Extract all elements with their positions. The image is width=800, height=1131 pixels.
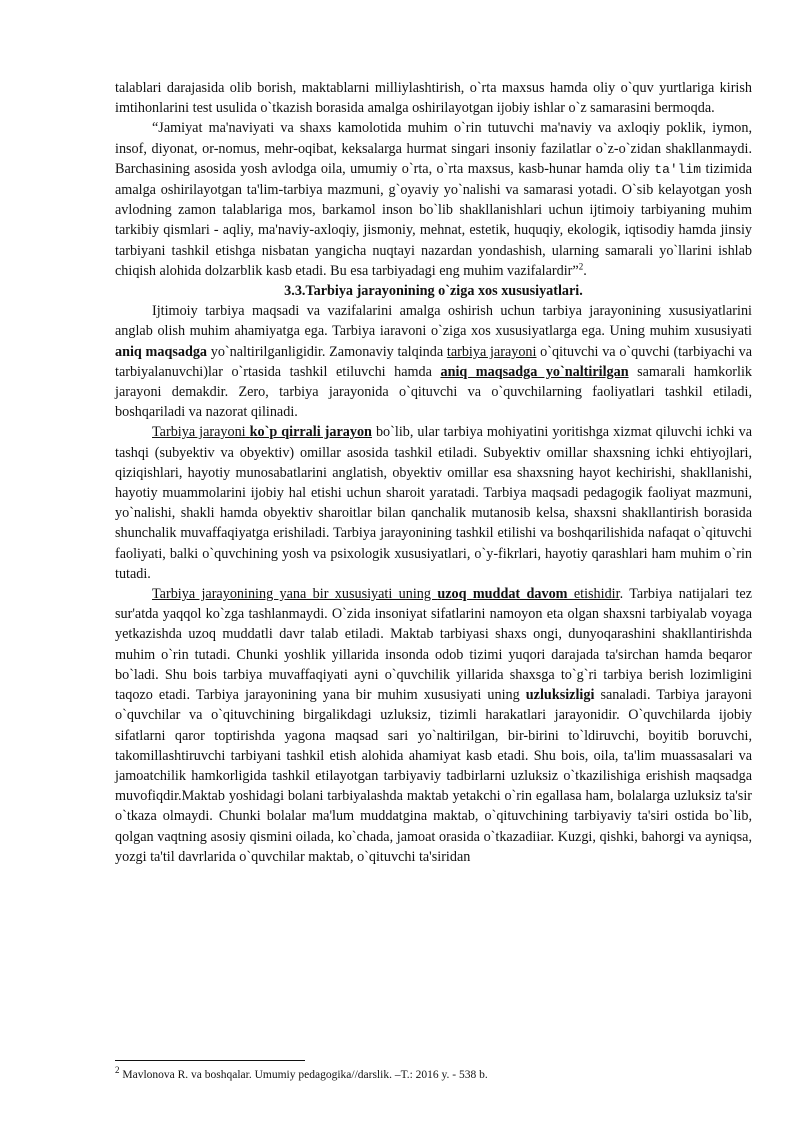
emphasis-bold-underline: ko`p qirrali jarayon [249, 424, 372, 441]
footnote-marker: 2 [578, 261, 584, 272]
emphasis-bold-underline: uzoq muddat davom [437, 586, 568, 603]
document-body [115, 78, 752, 867]
paragraph-duration: Tarbiya jarayonining yana bir xususiyati uning uzoq muddat davom etishidir. Tarbiya natijalari tez sur'atda yaqqol ko`zga tashlanmaydi. O`zida insoniyat sifatlarini namoyon eta olgan shaxsni tarbiyalab voyaga yetkazishda uzoq muddatli davr talab etiladi. Maktab tarbiyasi shaxs ongi, dunyoqarashini shakllantirishda muhim o`rin tutadi. Chunki yoshlik yillarida insonda odob tizimi yuqori darajada ta'sirchan hamda beqaror bo`ladi. Shu bois tarbiya muvaffaqiyati ayni o`quvchilik yillarida shaxsga to`g`ri tarbiya berish lozimligini taqozo etadi. Tarbiya jarayonining yana bir muhim xususiyati uning uzluksizligi sanaladi. Tarbiya jarayoni o`quvchilar va o`qituvchining birgalikdagi uzluksiz, tizimli harakatlari jarayonidir. O`quvchilarda ijobiy sifatlarni qaror toptirishda yagona maqsad sari yo`naltirilgan, bir-birini to`ldiruvchi, boyitib boruvchi, takomillashtiruvchi tarbiyani tashkil etish alohida ahamiyat kasb etadi. Shu bois, oila, ta'lim muassasalari va jamoatchilik hamkorligida tashkil etilayotgan tarbiyaviy tadbirlarni uzluksiz o`tkazilishiga erishish maqsadga muvofiqdir.Maktab yoshidagi bolani tarbiyalashda maktab yetakchi o`rin egallasa ham, bolalarga uzluksiz ta'sir o`tkaza olmaydi. Chunki bolalar ma'lum muddatgina maktab, o`qituvchining tarbiyaviy ta'siri ostida bo`lib, qolgan vaqtning asosiy qismini oilada, ko`chada, jamoat orasida o`tkazadiiar. Kuzgi, qishki, bahorgi va ayniqsa, yozgi ta'til davrlarida o`quvchilar maktab, o`qituvchi ta'siridan [115, 586, 752, 865]
paragraph-quote: “Jamiyat ma'naviyati va shaxs kamolotida muhim o`rin tutuvchi ma'naviy va axloqiy poklik, iymon, insof, diyonat, or-nomus, mehr-oqibat, keksalarga hurmat singari insoniy fazilatlar o`z-o`zidan shakllanmaydi. Barchasining asosida yosh avlodga oila, umumiy o`rta, o`rta maxsus, kasb-hunar hamda oliy ta'lim tizimida amalga oshirilayotgan ta'lim-tarbiya mazmuni, g`oyaviy yo`nalishi va samarasi yotadi. O`sib kelayotgan yosh avlodning zamon talablariga mos, barkamol inson bo`lib shakllanishlari uchun ijtimoiy tarbiyaning muhim tarkibiy qismlari - aqliy, ma'naviy-axloqiy, jismoniy, mehnat, estetik, huquqiy, ekologik, iqtisodiy hamda jinsiy tarbiyani tashkil etishga nisbatan yangicha nuqtayi nazardan yondashish, ularning samarali yo`llarini ishlab chiqish alohida dolzarblik kasb etadi. Bu esa tarbiyadagi eng muhim vazifalardir”$^2$. [115, 120, 752, 279]
emphasis-underline: tarbiya jarayoni [446, 343, 537, 360]
emphasis-underline: Tarbiya jarayoni [152, 424, 246, 441]
paragraph-purpose: Ijtimoiy tarbiya maqsadi va vazifalarini amalga oshirish uchun tarbiya jarayonining xususiyatlarini anglab olish muhim ahamiyatga ega. Tarbiya iaravoni o`ziga xos xususiyatlarga ega. Uning muhim xususiyati aniq maqsadga yo`naltirilganligidir. Zamonaviy talqinda tarbiya jarayoni o`qituvchi va o`quvchi (tarbiyachi va tarbiyalanuvchi)lar o`rtasida tashkil etiluvchi hamda aniq maqsadga yo`naltirilgan samarali hamkorlik jarayoni demakdir. Zero, tarbiya jarayonida o`qituvchi va o`quvchilarning faoliyatlari tashkil etiladi, boshqariladi va nazorat qilinadi. [115, 303, 753, 421]
emphasis-underline: Tarbiya jarayonining yana bir xususiyati uning [152, 586, 438, 603]
footnote-text: Mavlonova R. va boshqalar. Umumiy pedagogika//darslik. –T.: 2016 y. - 538 b. [119, 1069, 488, 1081]
emphasis-bold: uzluksizligi [525, 687, 595, 704]
emphasis-bold: aniq maqsadga [115, 343, 208, 360]
section-heading: 3.3.Tarbiya jarayonining o`ziga xos xususiyatlari. [284, 283, 583, 300]
emphasis-bold-underline: aniq maqsadga yo`naltirilgan [440, 363, 629, 380]
paragraph-multifaceted: Tarbiya jarayoni ko`p qirrali jarayon bo`lib, ular tarbiya mohiyatini yoritishga xizmat qiluvchi ichki va tashqi (subyektiv va obyektiv) omillar asosida tashkil etiladi. Subyektiv omillar shaxsning ichki ehtiyojlari, qiziqishlari, hayotiy munosabatlarini anglatish, obyektiv omillar esa shaxsning hayot kechirishi, shakllanishi, hayotiy muammolarini ijobiy hal etishi uchun sharoit yaratadi. Tarbiya maqsadi pedagogik faoliyat mazmuni, yo`nalishi, shakli hamda obyektiv sharoitlar bilan qanchalik mutanosib kelsa, shaxsni shakllantirish borasida shunchalik muvaffaqiyatga erishiladi. Tarbiya jarayonining tashkil etilishi va boshqarilishida nafaqat o`qituvchi faoliyati, balki o`quvchining yosh va psixologik xususiyatlari, o`y-fikrlari, hayotiy qarashlari ham muhim o`rin tutadi. [115, 424, 753, 582]
footnote-divider [115, 1060, 305, 1061]
footnote [115, 1065, 752, 1083]
paragraph-intro: talablari darajasida olib borish, maktablarni milliylashtirish, o`rta maxsus hamda oliy o`quv yurtlariga kirish imtihonlarini test usulida o`tkazish borasida amalga oshirilayotgan ijobiy ishlar o`z samarasini bermoqda. [115, 80, 752, 117]
footnote-number: 2 [115, 1065, 120, 1076]
